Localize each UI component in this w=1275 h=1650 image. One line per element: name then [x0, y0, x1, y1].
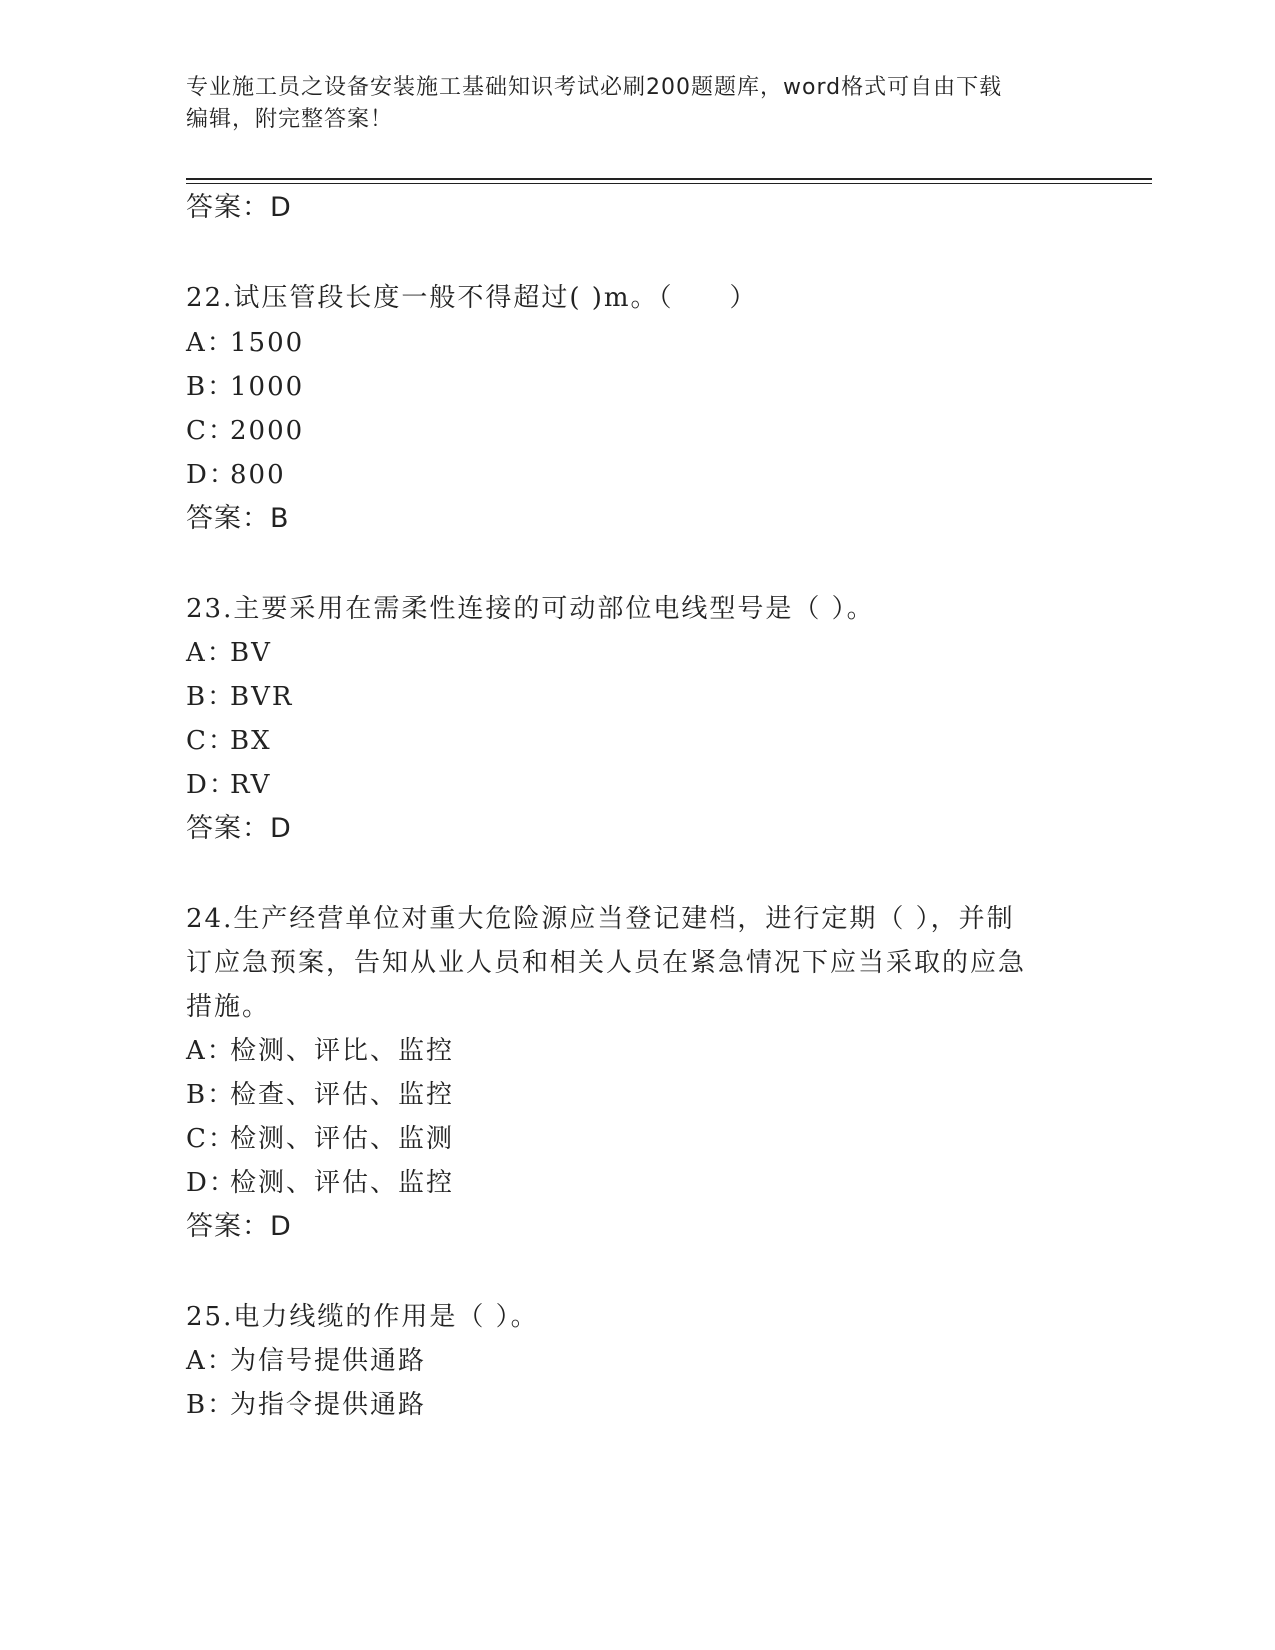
- question-22-option-d: [186, 460, 286, 490]
- option-text: 为信号提供通路: [230, 1346, 427, 1376]
- question-22-stem: 22.试压管段长度一般不得超过( )m。（ ）: [186, 283, 758, 313]
- question-23-option-d: [186, 770, 271, 800]
- option-label: B：: [186, 1080, 236, 1110]
- question-22-answer: 答案：B: [186, 503, 290, 534]
- header-line-2: 编辑，附完整答案！: [186, 107, 394, 132]
- option-text: 检测、评比、监控: [230, 1036, 455, 1066]
- question-25-option-a: [186, 1346, 426, 1376]
- option-text: RV: [230, 770, 272, 800]
- document-header: [186, 72, 1066, 136]
- question-23-option-b: [186, 682, 293, 712]
- question-24-option-c: [186, 1124, 454, 1154]
- option-text: 检查、评估、监控: [230, 1080, 455, 1110]
- option-text: 为指令提供通路: [230, 1390, 427, 1420]
- question-24-answer: 答案：D: [186, 1211, 292, 1242]
- option-text: BX: [230, 726, 272, 756]
- question-24-option-a: [186, 1036, 454, 1066]
- question-24-stem-line-1: 24.生产经营单位对重大危险源应当登记建档，进行定期（ ），并制: [186, 904, 1015, 934]
- option-text: 1500: [230, 328, 305, 358]
- option-text: BV: [230, 638, 272, 668]
- option-label: B：: [186, 682, 236, 712]
- question-25-option-b: [186, 1390, 426, 1420]
- option-label: A：: [186, 328, 235, 358]
- option-text: 800: [230, 460, 286, 490]
- option-text: BVR: [230, 682, 294, 712]
- question-22-option-a: [186, 328, 304, 358]
- option-label: A：: [186, 1036, 235, 1066]
- option-text: 2000: [230, 416, 305, 446]
- option-label: A：: [186, 638, 235, 668]
- question-24-stem-line-3: 措施。: [186, 992, 271, 1022]
- option-text: 检测、评估、监测: [230, 1124, 455, 1154]
- question-22-option-b: [186, 372, 304, 402]
- option-label: C：: [186, 416, 236, 446]
- question-23-option-c: [186, 726, 272, 756]
- question-24-option-b: [186, 1080, 454, 1110]
- header-divider-thin: [186, 183, 1152, 184]
- option-text: 检测、评估、监控: [230, 1168, 455, 1198]
- question-23-option-a: [186, 638, 272, 668]
- question-25-stem: 25.电力线缆的作用是（ ）。: [186, 1302, 539, 1332]
- question-23-answer: 答案：D: [186, 813, 292, 844]
- option-label: B：: [186, 372, 236, 402]
- option-text: 1000: [230, 372, 305, 402]
- question-24-option-d: [186, 1168, 454, 1198]
- question-22-option-c: [186, 416, 304, 446]
- header-divider-thick: [186, 178, 1152, 180]
- previous-answer: 答案：D: [186, 192, 292, 223]
- option-label: C：: [186, 726, 236, 756]
- header-line-1: 专业施工员之设备安装施工基础知识考试必刷200题题库，word格式可自由下载: [186, 75, 1003, 100]
- option-label: D：: [186, 460, 237, 490]
- option-label: D：: [186, 770, 237, 800]
- option-label: D：: [186, 1168, 237, 1198]
- option-label: A：: [186, 1346, 235, 1376]
- option-label: C：: [186, 1124, 236, 1154]
- question-24-stem-line-2: 订应急预案，告知从业人员和相关人员在紧急情况下应当采取的应急: [186, 948, 1027, 978]
- question-23-stem: 23.主要采用在需柔性连接的可动部位电线型号是（ ）。: [186, 594, 875, 624]
- option-label: B：: [186, 1390, 236, 1420]
